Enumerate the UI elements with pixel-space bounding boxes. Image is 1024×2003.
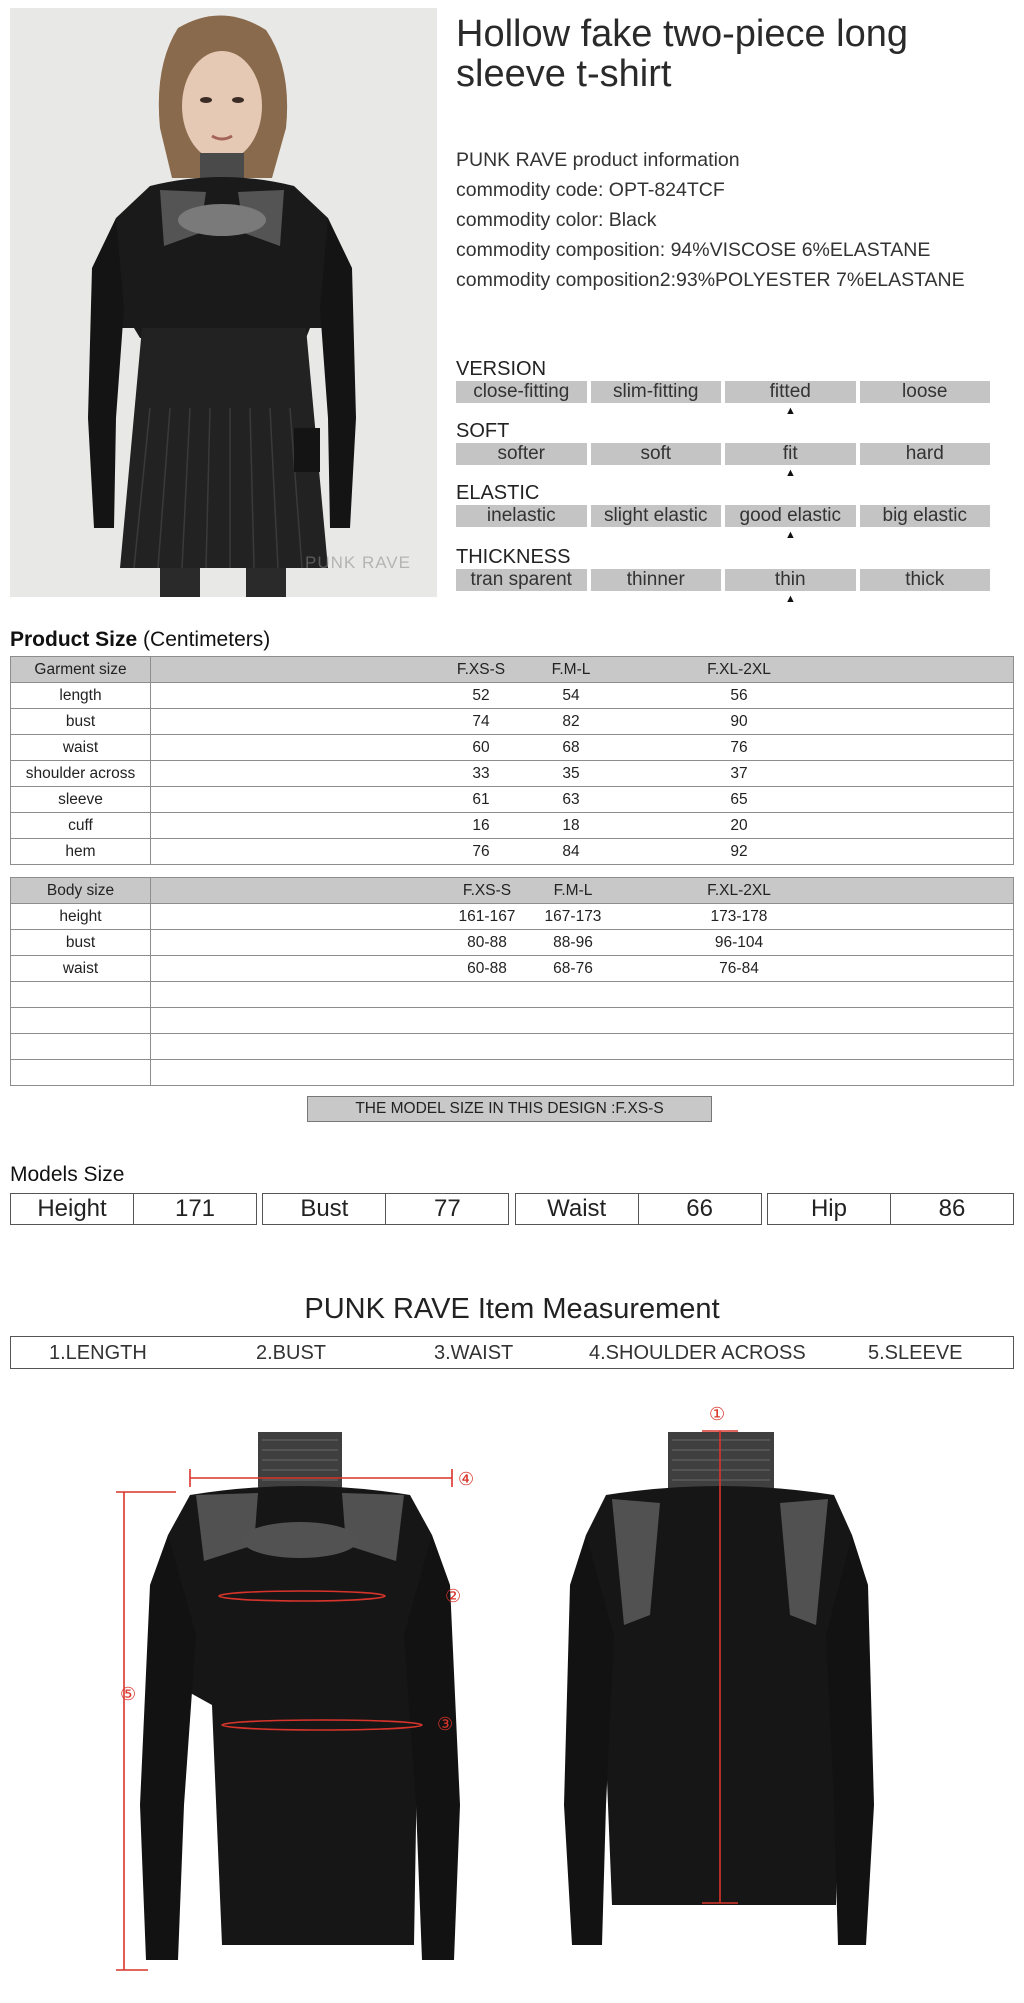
row-label: cuff <box>11 813 151 839</box>
table-header-label: Garment size <box>11 657 151 683</box>
attr-option: thick <box>860 569 991 591</box>
size-column-header: F.M-L <box>551 661 591 678</box>
model-measure-label: Hip <box>767 1193 891 1225</box>
cell-value: 76 <box>472 843 490 860</box>
cell-value: 37 <box>730 765 748 782</box>
attr-option: soft <box>591 443 722 465</box>
cell-value: 63 <box>562 791 580 808</box>
attr-option: close-fitting <box>456 381 587 403</box>
attr-option: loose <box>860 381 991 403</box>
cell-value: 20 <box>730 817 748 834</box>
model-measure-label: Bust <box>262 1193 386 1225</box>
body-size-table <box>10 877 1014 1086</box>
table-row <box>11 709 1014 735</box>
attr-elastic <box>456 481 990 527</box>
measurement-item: 5.SLEEVE <box>868 1342 963 1364</box>
table-row <box>11 787 1014 813</box>
attr-title: VERSION <box>456 358 547 380</box>
table-row-empty <box>11 1060 1014 1086</box>
model-measure-waist <box>515 1193 762 1225</box>
model-measure-height <box>10 1193 257 1225</box>
table-row <box>11 813 1014 839</box>
attr-option: big elastic <box>860 505 991 527</box>
garment-size-table <box>10 656 1014 865</box>
product-title: Hollow fake two-piece long sleeve t-shirt <box>456 13 909 95</box>
model-illustration <box>10 8 437 597</box>
model-measure-value: 86 <box>891 1193 1014 1225</box>
table-row <box>11 683 1014 709</box>
selection-triangle-icon: ▲ <box>785 593 796 605</box>
attr-option: fit <box>725 443 856 465</box>
row-label: length <box>11 683 151 709</box>
selection-triangle-icon: ▲ <box>785 529 796 541</box>
attr-option: softer <box>456 443 587 465</box>
table-row-empty <box>11 1034 1014 1060</box>
model-measure-value: 66 <box>639 1193 762 1225</box>
table-row-empty <box>11 1008 1014 1034</box>
info-line: commodity code: OPT-824TCF <box>456 179 725 201</box>
measurement-item: 4.SHOULDER ACROSS <box>589 1342 806 1364</box>
attr-option: thinner <box>591 569 722 591</box>
cell-value: 96-104 <box>714 934 764 951</box>
table-row <box>11 735 1014 761</box>
cell-value: 52 <box>472 687 490 704</box>
attr-option: hard <box>860 443 991 465</box>
info-line: commodity composition2:93%POLYESTER 7%ELASTANE <box>456 269 965 291</box>
brand-line: PUNK RAVE product information <box>456 149 740 171</box>
attr-option: fitted <box>725 381 856 403</box>
photo-watermark: PUNK RAVE <box>305 553 411 572</box>
attr-option: tran sparent <box>456 569 587 591</box>
cell-value: 33 <box>472 765 490 782</box>
model-measure-value: 77 <box>386 1193 509 1225</box>
marker-shoulder: ④ <box>458 1469 475 1490</box>
model-size-note: THE MODEL SIZE IN THIS DESIGN :F.XS-S <box>307 1096 712 1122</box>
cell-value: 92 <box>730 843 748 860</box>
attr-option: good elastic <box>725 505 856 527</box>
size-column-header: F.XS-S <box>456 661 506 678</box>
cell-value: 173-178 <box>710 908 768 925</box>
model-measure-value: 171 <box>134 1193 257 1225</box>
cell-value: 18 <box>562 817 580 834</box>
product-size-unit: (Centimeters) <box>143 628 271 651</box>
attr-title: ELASTIC <box>456 482 540 504</box>
measurement-item: 3.WAIST <box>434 1342 514 1364</box>
cell-value: 65 <box>730 791 748 808</box>
selection-triangle-icon: ▲ <box>785 467 796 479</box>
table-row <box>11 839 1014 865</box>
cell-value: 56 <box>730 687 748 704</box>
attr-version <box>456 357 990 403</box>
model-measure-label: Waist <box>515 1193 639 1225</box>
size-column-header: F.XL-2XL <box>707 882 771 899</box>
cell-value: 54 <box>562 687 580 704</box>
info-line: commodity composition: 94%VISCOSE 6%ELASTANE <box>456 239 931 261</box>
cell-value: 167-173 <box>544 908 602 925</box>
row-label: sleeve <box>11 787 151 813</box>
table-row-empty <box>11 982 1014 1008</box>
cell-value: 84 <box>562 843 580 860</box>
garment-back <box>564 1432 874 1945</box>
cell-value: 60-88 <box>467 960 507 977</box>
cell-value: 61 <box>472 791 490 808</box>
table-header-label: Body size <box>11 878 151 904</box>
cell-value: 74 <box>472 713 490 730</box>
cell-value: 68-76 <box>553 960 593 977</box>
attr-title: SOFT <box>456 420 510 442</box>
marker-waist: ③ <box>437 1714 454 1735</box>
cell-value: 35 <box>562 765 580 782</box>
row-label: height <box>11 904 151 930</box>
attr-option: slim-fitting <box>591 381 722 403</box>
cell-value: 88-96 <box>553 934 593 951</box>
row-label: waist <box>11 735 151 761</box>
table-row <box>11 930 1014 956</box>
product-size-title: Product Size <box>10 628 138 651</box>
marker-length: ① <box>709 1404 726 1425</box>
size-column-header: F.M-L <box>553 882 593 899</box>
row-label: waist <box>11 956 151 982</box>
cell-value: 60 <box>472 739 490 756</box>
info-line: commodity color: Black <box>456 209 657 231</box>
product-info <box>456 145 965 295</box>
model-measure-bust <box>262 1193 509 1225</box>
attr-option: slight elastic <box>591 505 722 527</box>
measurement-legend <box>10 1336 1014 1369</box>
product-size-heading <box>10 628 270 652</box>
table-row <box>11 904 1014 930</box>
cell-value: 80-88 <box>467 934 507 951</box>
cell-value: 82 <box>562 713 580 730</box>
table-header-row <box>11 878 1014 904</box>
measurement-title: PUNK RAVE Item Measurement <box>304 1293 720 1325</box>
models-size-title: Models Size <box>10 1163 125 1186</box>
cell-value: 76 <box>730 739 748 756</box>
attr-title: THICKNESS <box>456 546 571 568</box>
garment-front <box>140 1432 460 1960</box>
measurement-diagram <box>0 1385 1024 1985</box>
row-label: bust <box>11 930 151 956</box>
cell-value: 76-84 <box>719 960 759 977</box>
row-label: hem <box>11 839 151 865</box>
product-photo <box>10 8 437 597</box>
model-measure-label: Height <box>10 1193 134 1225</box>
attr-option: inelastic <box>456 505 587 527</box>
cell-value: 90 <box>730 713 748 730</box>
marker-bust: ② <box>445 1586 462 1607</box>
size-column-header: F.XS-S <box>462 882 512 899</box>
attr-thickness <box>456 545 990 591</box>
cell-value: 16 <box>472 817 490 834</box>
model-measure-hip <box>767 1193 1014 1225</box>
table-row <box>11 956 1014 982</box>
table-row <box>11 761 1014 787</box>
cell-value: 161-167 <box>458 908 516 925</box>
selection-triangle-icon: ▲ <box>785 405 796 417</box>
row-label: bust <box>11 709 151 735</box>
attr-soft <box>456 419 990 465</box>
cell-value: 68 <box>562 739 580 756</box>
measurement-item: 1.LENGTH <box>49 1342 147 1364</box>
attr-option: thin <box>725 569 856 591</box>
row-label: shoulder across <box>11 761 151 787</box>
models-size-row <box>10 1193 1014 1225</box>
marker-sleeve: ⑤ <box>120 1684 137 1705</box>
measurement-item: 2.BUST <box>256 1342 327 1364</box>
size-column-header: F.XL-2XL <box>707 661 771 678</box>
table-header-row <box>11 657 1014 683</box>
